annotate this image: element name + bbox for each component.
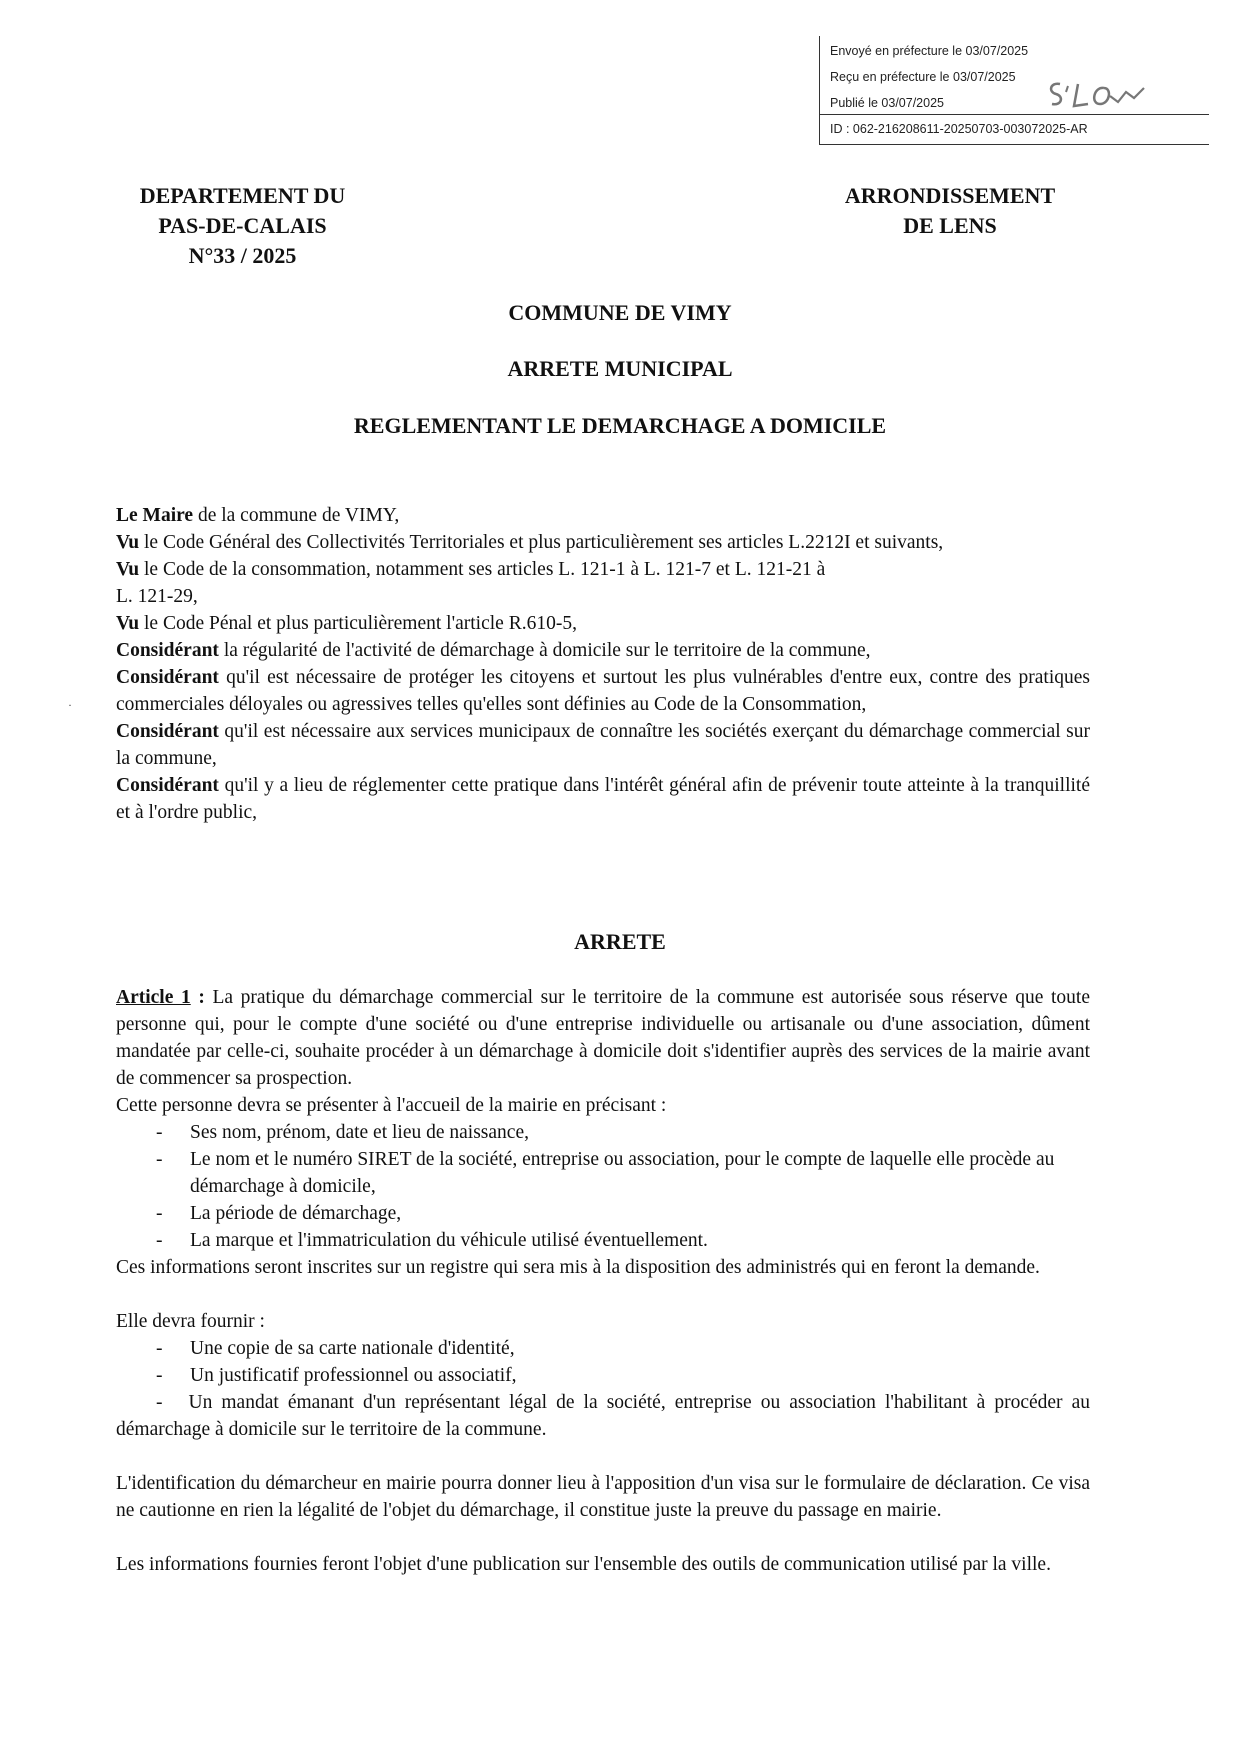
- article-1-label: Article 1: [116, 987, 191, 1008]
- preamble-line: Le Maire de la commune de VIMY,: [116, 505, 400, 526]
- arrondissement-line: ARRONDISSEMENT: [844, 183, 1056, 208]
- decree-subject-title: REGLEMENTANT LE DEMARCHAGE A DOMICILE: [353, 413, 887, 438]
- commune-title: COMMUNE DE VIMY: [508, 300, 732, 325]
- registry-paragraph: Ces informations seront inscrites sur un registre qui sera mis à la disposition des administrés qui en feront la demande.: [116, 1257, 1040, 1278]
- list-item: - La marque et l'immatriculation du véhicule utilisé éventuellement.: [156, 1230, 708, 1251]
- stamp-id-line: ID : 062-216208611-20250703-003072025-AR: [830, 122, 1088, 136]
- arrete-heading: ARRETE: [574, 929, 666, 954]
- provide-intro: Elle devra fournir :: [116, 1311, 265, 1332]
- list-item: - La période de démarchage,: [156, 1203, 402, 1224]
- list-item: - Un justificatif professionnel ou associatif,: [156, 1365, 517, 1386]
- article-1: [116, 984, 1090, 1578]
- list-item: - Le nom et le numéro SIRET de la société, entreprise ou association, pour le compte de laquelle elle procède au démarchage à domicile,: [156, 1149, 1055, 1197]
- department-header: [100, 181, 385, 271]
- stamp-published-line: Publié le 03/07/2025: [830, 96, 944, 110]
- preamble: [116, 502, 1090, 826]
- identification-list: [116, 1119, 1090, 1254]
- visa-paragraph: L'identification du démarcheur en mairie pourra donner lieu à l'apposition d'un visa sur le formulaire de déclaration. Ce visa ne cautionne en rien la légalité de l'objet du démarchage, il constitue juste la preuve du passage en mairie.: [116, 1473, 1090, 1521]
- preamble-line: Considérant qu'il est nécessaire aux services municipaux de connaître les sociétés exerçant du démarchage commercial sur la commune,: [116, 721, 1090, 769]
- preamble-line: Considérant qu'il est nécessaire de protéger les citoyens et surtout les plus vulnérables d'entre eux, contre des pratiques commerciales déloyales ou agressives telles qu'elles sont définies au Code de la Consommation,: [116, 667, 1090, 715]
- preamble-line: Considérant qu'il y a lieu de réglementer cette pratique dans l'intérêt général afin de prévenir toute atteinte à la tranquillité et à l'ordre public,: [116, 775, 1090, 823]
- list-item: - Une copie de sa carte nationale d'identité,: [156, 1338, 515, 1359]
- margin-dot: ·: [68, 698, 72, 712]
- handwritten-initials: [1044, 78, 1164, 118]
- documents-list: [116, 1335, 1090, 1389]
- arrondissement-name: DE LENS: [903, 213, 997, 238]
- arrondissement-header: [820, 181, 1080, 241]
- publication-paragraph: Les informations fournies feront l'objet d'une publication sur l'ensemble des outils de communication utilisé par la ville.: [116, 1554, 1051, 1575]
- preamble-line: Vu le Code de la consommation, notamment ses articles L. 121-1 à L. 121-7 et L. 121-21 à: [116, 559, 826, 580]
- mandate-item: - Un mandat émanant d'un représentant légal de la société, entreprise ou association l'habilitant à procéder au démarchage à domicile sur le territoire de la commune.: [116, 1392, 1090, 1440]
- decree-number: N°33 / 2025: [188, 243, 297, 268]
- preamble-line: Considérant la régularité de l'activité de démarchage à domicile sur le territoire de la commune,: [116, 640, 871, 661]
- stamp-received-line: Reçu en préfecture le 03/07/2025: [830, 70, 1016, 84]
- department-name: PAS-DE-CALAIS: [158, 213, 327, 238]
- preamble-line: Vu le Code Général des Collectivités Territoriales et plus particulièrement ses articles L.2212I et suivants,: [116, 532, 944, 553]
- preamble-line: L. 121-29,: [116, 586, 198, 607]
- department-line: DEPARTEMENT DU: [139, 183, 346, 208]
- stamp-sent-line: Envoyé en préfecture le 03/07/2025: [830, 44, 1029, 58]
- article-1-paragraph: Article 1 : La pratique du démarchage commercial sur le territoire de la commune est autorisée sous réserve que toute personne qui, pour le compte d'une société ou d'une entreprise individuelle ou artisanale ou d'une association, dûment mandatée par celle-ci, souhaite procéder à un démarchage à domicile doit s'identifier auprès des services de la mairie avant de commencer sa prospection.: [116, 987, 1090, 1089]
- decree-type-title: ARRETE MUNICIPAL: [507, 356, 733, 381]
- preamble-line: Vu le Code Pénal et plus particulièrement l'article R.610-5,: [116, 613, 577, 634]
- list-item: - Ses nom, prénom, date et lieu de naissance,: [156, 1122, 529, 1143]
- article-1-intro: Cette personne devra se présenter à l'accueil de la mairie en précisant :: [116, 1095, 667, 1116]
